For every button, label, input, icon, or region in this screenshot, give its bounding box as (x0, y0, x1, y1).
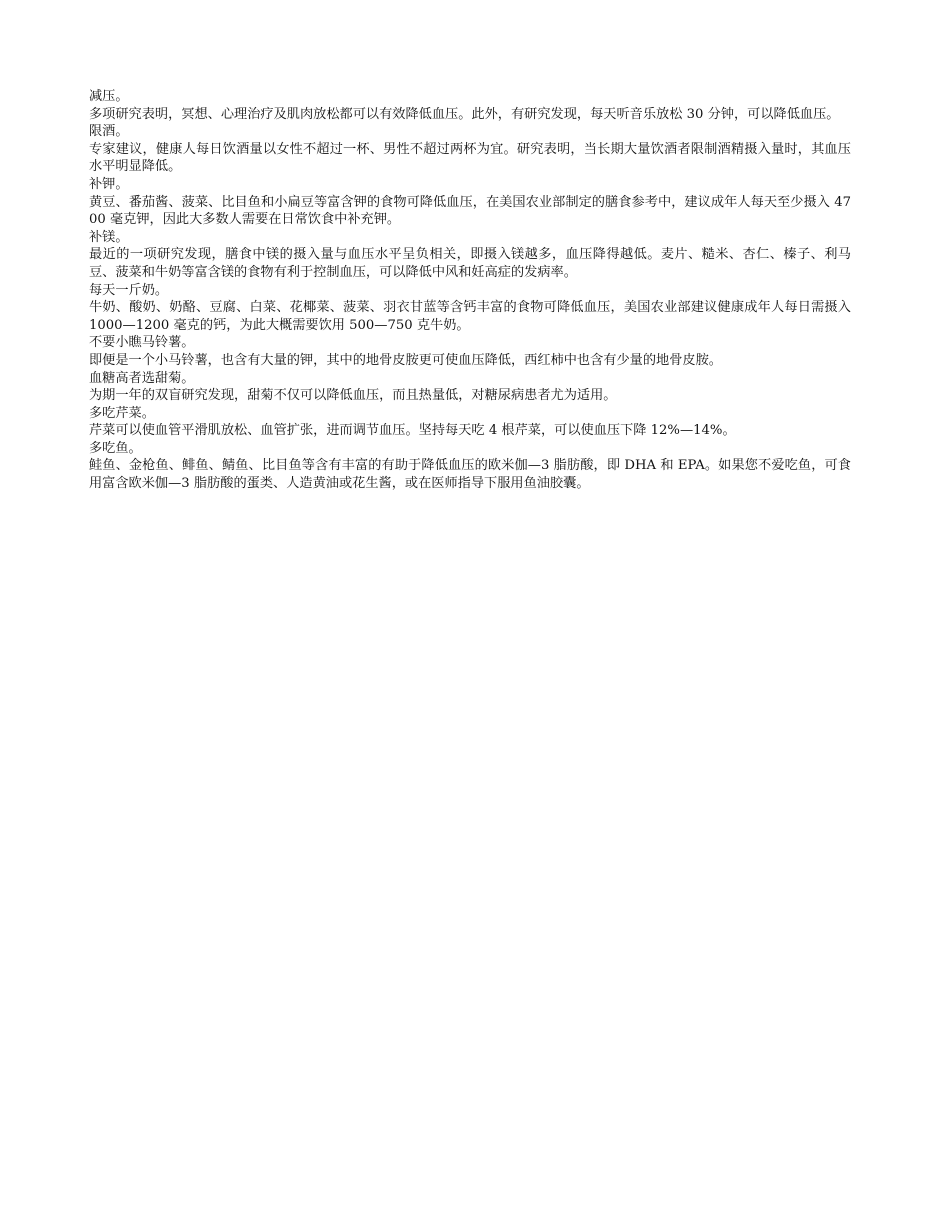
section-heading-milk: 每天一斤奶。 (89, 282, 169, 298)
section-heading-alcohol: 限酒。 (89, 124, 129, 140)
section-heading-potassium: 补钾。 (89, 176, 129, 192)
section-body-alcohol: 专家建议，健康人每日饮酒量以女性不超过一杯、男性不超过两杯为宜。研究表明，当长期大量饮酒者限制酒精摄入量时，其血压水平明显降低。 (89, 141, 851, 175)
section-body-potassium: 黄豆、番茄酱、菠菜、比目鱼和小扁豆等富含钾的食物可降低血压，在美国农业部制定的膳食参考中，建议成年人每天至少摄入 4700 毫克钾，因此大多数人需要在日常饮食中补充钾。 (89, 194, 851, 228)
section-body-potato: 即便是一个小马铃薯，也含有大量的钾，其中的地骨皮胺更可使血压降低，西红柿中也含有少量的地骨皮胺。 (89, 352, 722, 368)
section-body-stress: 多项研究表明，冥想、心理治疗及肌肉放松都可以有效降低血压。此外，有研究发现，每天听音乐放松 30 分钟，可以降低血压。 (89, 106, 840, 122)
section-heading-magnesium: 补镁。 (89, 229, 129, 245)
section-heading-fish: 多吃鱼。 (89, 440, 142, 456)
section-heading-stevia: 血糖高者选甜菊。 (89, 370, 195, 386)
section-body-celery: 芹菜可以使血管平滑肌放松、血管扩张，进而调节血压。坚持每天吃 4 根芹菜，可以使血压下降 12%—14%。 (89, 423, 736, 439)
section-body-stevia: 为期一年的双盲研究发现，甜菊不仅可以降低血压，而且热量低，对糖尿病患者尤为适用。 (89, 388, 617, 404)
document-body (89, 88, 851, 493)
section-heading-celery: 多吃芹菜。 (89, 405, 155, 421)
section-heading-potato: 不要小瞧马铃薯。 (89, 335, 195, 351)
section-body-magnesium: 最近的一项研究发现，膳食中镁的摄入量与血压水平呈负相关，即摄入镁越多，血压降得越低。麦片、糙米、杏仁、榛子、利马豆、菠菜和牛奶等富含镁的食物有利于控制血压，可以降低中风和妊高症的发病率。 (89, 247, 851, 280)
section-body-milk: 牛奶、酸奶、奶酪、豆腐、白菜、花椰菜、菠菜、羽衣甘蓝等含钙丰富的食物可降低血压，美国农业部建议健康成年人每日需摄入 1000—1200 毫克的钙，为此大概需要饮用 500—750 克牛奶。 (89, 300, 851, 333)
section-heading-stress: 减压。 (89, 89, 129, 104)
section-body-fish: 鲑鱼、金枪鱼、鲱鱼、鲭鱼、比目鱼等含有丰富的有助于降低血压的欧米伽—3 脂肪酸，即 DHA 和 EPA。如果您不爱吃鱼，可食用富含欧米伽—3 脂肪酸的蛋类、人造黄油或花生酱，或在医师指导下服用鱼油胶囊。 (89, 458, 851, 492)
